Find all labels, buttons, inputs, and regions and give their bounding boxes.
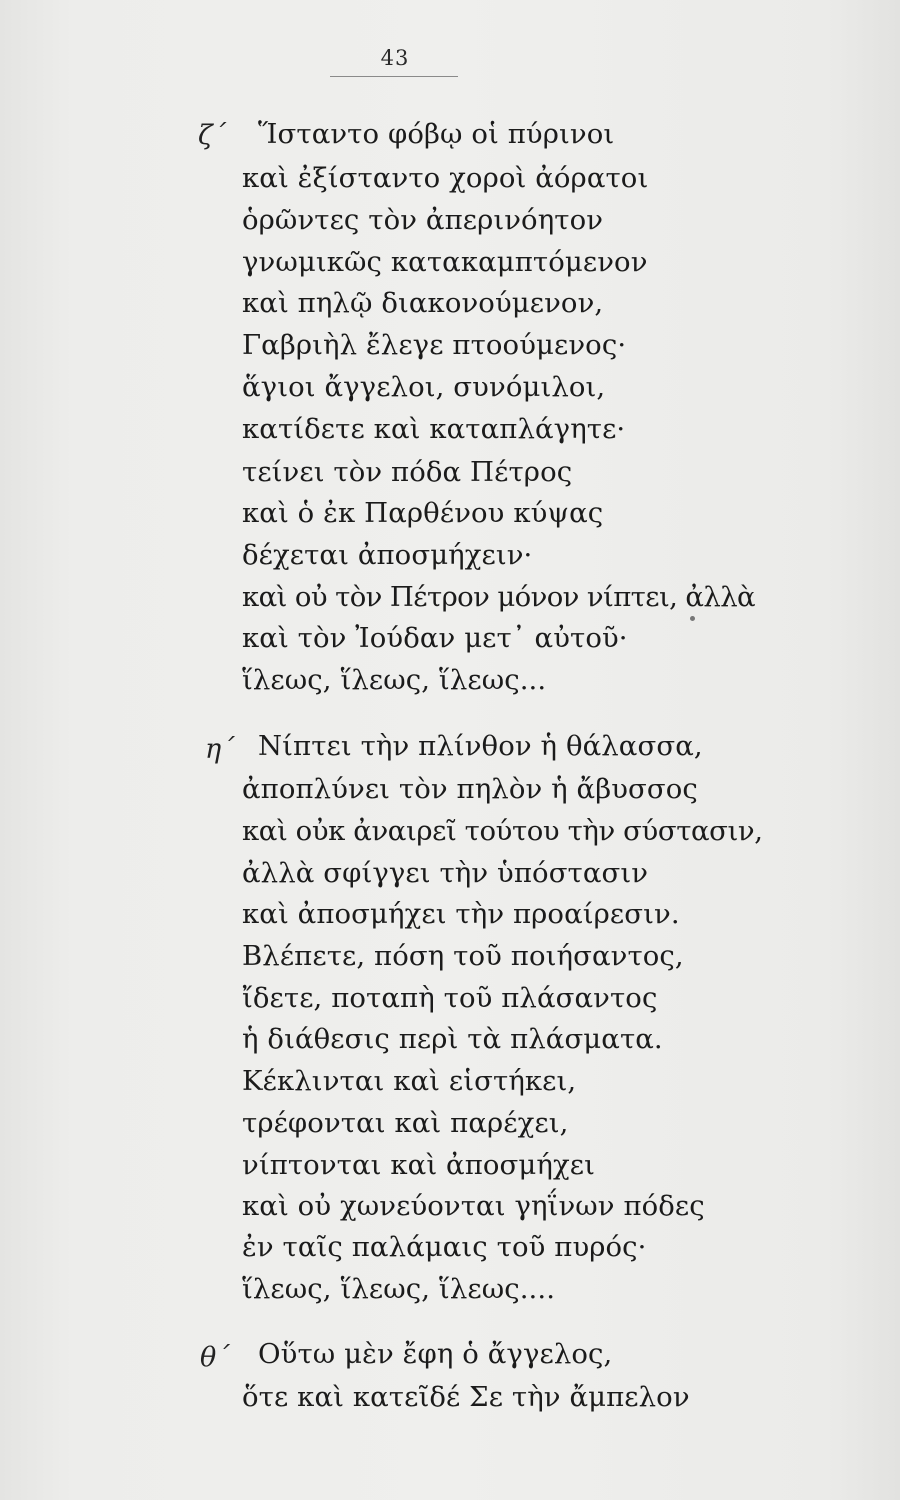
- verse-line: ἀποπλύνει τὸν πηλὸν ἡ ἄβυσσος: [242, 773, 698, 805]
- verse-line: ὅτε καὶ κατεῖδέ Σε τὴν ἄμπελον: [242, 1381, 690, 1413]
- verse-line: καὶ τὸν Ἰούδαν μετ᾽ αὐτοῦ·: [242, 622, 628, 654]
- verse-line: ἵλεως, ἵλεως, ἵλεως....: [242, 1273, 556, 1305]
- verse-line: ἀλλὰ σφίγγει τὴν ὑπόστασιν: [242, 857, 649, 889]
- verse-line: Κέκλινται καὶ εἱστήκει,: [242, 1065, 577, 1097]
- stanza-label: η΄: [205, 734, 235, 765]
- verse-line: γνωμικῶς κατακαμπτόμενον: [242, 246, 648, 278]
- stanza-label: ζ΄: [198, 120, 227, 151]
- verse-line: καὶ πηλῷ διακονούμενον,: [242, 287, 604, 319]
- verse-line: ἵλεως, ἵλεως, ἵλεως...: [242, 664, 547, 696]
- verse-line: κατίδετε καὶ καταπλάγητε·: [242, 413, 626, 445]
- verse-line: νίπτονται καὶ ἀποσμήχει: [242, 1149, 595, 1181]
- verse-line: Γαβριὴλ ἔλεγε πτοούμενος·: [242, 329, 627, 361]
- verse-line: Βλέπετε, πόση τοῦ ποιήσαντος,: [242, 940, 684, 972]
- verse-line: ἡ διάθεσις περὶ τὰ πλάσματα.: [242, 1023, 663, 1055]
- verse-line: τρέφονται καὶ παρέχει,: [242, 1107, 569, 1139]
- page-number: 43: [380, 46, 410, 70]
- verse-line: Νίπτει τὴν πλίνθον ἡ θάλασσα,: [258, 730, 703, 762]
- stanza-label: θ΄: [200, 1342, 230, 1373]
- verse-line: ἐν ταῖς παλάμαις τοῦ πυρός·: [242, 1231, 647, 1263]
- print-speck: [690, 616, 695, 621]
- verse-line: δέχεται ἀποσμήχειν·: [242, 539, 533, 571]
- verse-line: Ἵσταντο φόβῳ οἱ πύρινοι: [258, 118, 615, 150]
- verse-line: Οὕτω μὲν ἔφη ὁ ἄγγελος,: [258, 1338, 613, 1370]
- verse-line: ἴδετε, ποταπὴ τοῦ πλάσαντος: [242, 982, 658, 1014]
- verse-line: καὶ οὐ χωνεύονται γηΐνων πόδες: [242, 1190, 705, 1222]
- page-number-rule: [330, 76, 458, 77]
- verse-line: καὶ οὐ τὸν Πέτρον μόνον νίπτει, ἀλλὰ: [242, 581, 756, 613]
- verse-line: ὁρῶντες τὸν ἀπερινόητον: [242, 204, 604, 236]
- verse-line: καὶ ἐξίσταντο χοροὶ ἀόρατοι: [242, 162, 649, 194]
- verse-line: καὶ ἀποσμήχει τὴν προαίρεσιν.: [242, 898, 680, 930]
- verse-line: καὶ οὐκ ἀναιρεῖ τούτου τὴν σύστασιν,: [242, 815, 763, 847]
- verse-line: ἅγιοι ἄγγελοι, συνόμιλοι,: [242, 371, 606, 403]
- verse-line: τείνει τὸν πόδα Πέτρος: [242, 456, 573, 488]
- verse-line: καὶ ὁ ἐκ Παρθένου κύψας: [242, 497, 604, 529]
